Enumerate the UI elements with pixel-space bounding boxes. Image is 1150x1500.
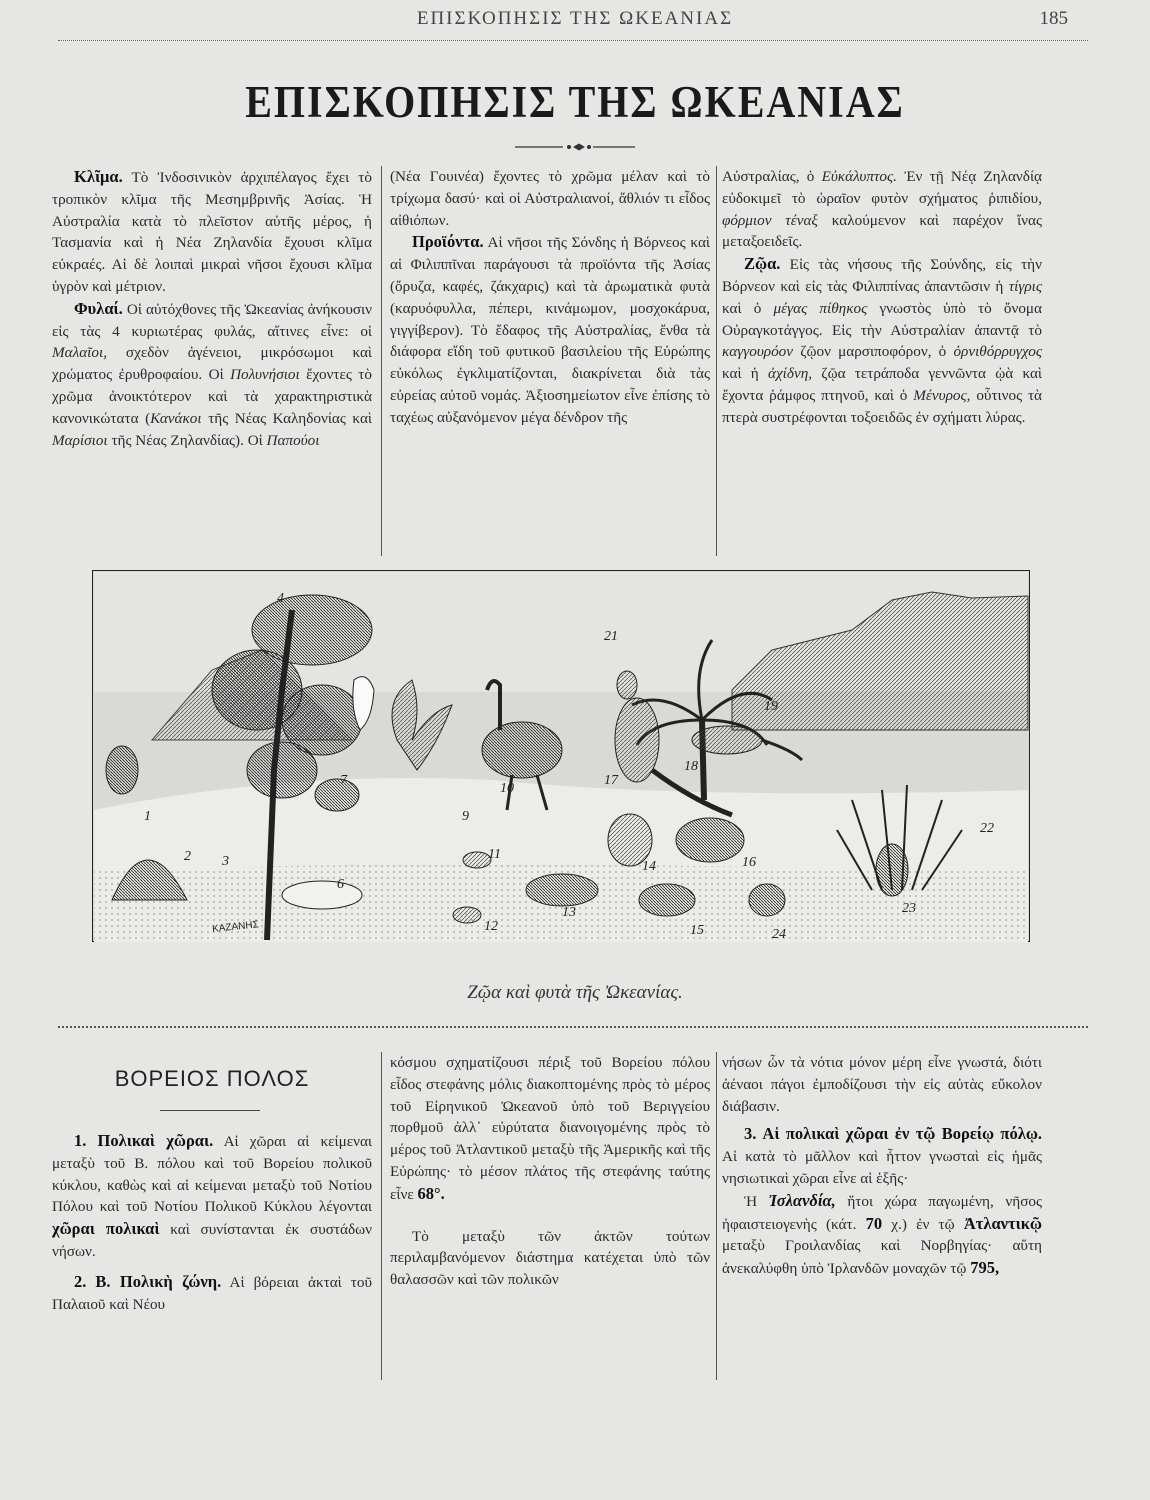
proionta-text: Αἱ νῆσοι τῆς Σόνδης ἡ Βόρνεος καὶ αἱ Φιλιππῖναι παράγουσι τὰ προϊόντα τῆς Ἀσίας (ὄρυζα, καφές, ζάκχαρις) καὶ τὰ ἀρωματικὰ φυτὰ (καρυόφυλλα, πέπερι, κινάμωμον, μοσχοκάρυα, γιγγίβερον). Τὸ ἔδαφος τῆς Αὐστραλίας, ἔνθα τὰ διάφορα εἴδη τοῦ φυτικοῦ βασιλείου τῆς Εὐρώπης εὐκόλως ἐγκλιματίζονται, διακρίνεται διὰ τὰς εὐρείας αὐτοῦ νομάς. Ἀξιοσημείωτον εἶνε ἐπίσης τὸ ταχέως αὐξανόμενον μέγα δένδρον τῆς bbox=[390, 234, 710, 426]
term-ornithorrygchos: ὀρνιθόρρυγχος bbox=[953, 343, 1043, 361]
heading-proionta: Προϊόντα. bbox=[412, 232, 484, 252]
heading-klima: Κλῖμα. bbox=[74, 167, 123, 186]
running-title: ΕΠΙΣΚΟΠΗΣΙΣ ΤΗΣ ΩΚΕΑΝΙΑΣ bbox=[416, 8, 734, 29]
zoa-text: οὗτινος τὰ πτερὰ συστρέφονται τοξοειδῶς ἐν σχήματι λύρας. bbox=[722, 386, 1043, 426]
papouoi-text: (Νέα Γουινέα) ἔχοντες τὸ χρῶμα μέλαν καὶ τὸ τρίχωμα δασύ· καὶ οἱ Αὐστραλιανοί, ἄθλιόν τι εἶδος αἰθιόπων. bbox=[390, 168, 710, 229]
article-column-2 bbox=[390, 166, 710, 429]
s3-text: Ἡ bbox=[744, 1192, 758, 1210]
figure-label: 21 bbox=[604, 629, 618, 644]
s2-text: Τὸ μεταξὺ τῶν ἀκτῶν τούτων περιλαμβανόμενον διάστημα κατέχεται ὑπὸ τῶν θαλασσῶν καὶ τῶν πολικῶν bbox=[390, 1227, 710, 1289]
heading-zoa: Ζῷα. bbox=[744, 254, 781, 274]
term-kanakoi: Κανάκοι bbox=[150, 409, 202, 427]
s3-text: χ.) ἐν τῷ bbox=[891, 1215, 955, 1233]
figure-label: 23 bbox=[902, 901, 916, 916]
figure-label: 4 bbox=[277, 591, 284, 606]
value-70: 70 bbox=[865, 1213, 883, 1233]
figure-label: 17 bbox=[604, 773, 618, 788]
section-title: ΒΟΡΕΙΟΣ ΠΟΛΟΣ bbox=[114, 1066, 310, 1091]
subsection-number: 1. bbox=[74, 1131, 87, 1150]
article-column-1 bbox=[52, 166, 372, 451]
subsection-number: 3. bbox=[744, 1124, 757, 1144]
figure-label: 19 bbox=[764, 699, 778, 714]
figure-label: 12 bbox=[484, 919, 498, 934]
s2-text: κόσμου σχηματίζουσι πέριξ τοῦ Βορείου πόλου εἶδος στεφάνης μόλις διακοπτομένης πρὸς τὸ μέρος τοῦ Εἰρηνικοῦ Ὠκεανοῦ ὑπὸ τοῦ Βεριγγείου πορθμοῦ ἀλλ᾽ εὐρύτατα διανοιγομένης πρὸς τὸ μέρος τοῦ Ἀτλαντικοῦ μεταξὺ τῆς Ἀμερικῆς καὶ τῆς Εὐρώπης· τὸ μέσον πλάτος τῆς στεφάνης ταύτης εἶνε bbox=[390, 1054, 710, 1203]
s3-text: νήσων ὧν τὰ νότια μόνον μέρη εἶνε γνωστά, διότι ἀέναοι πάγοι ἐμποδίζουσι τὴν εἰς αὐτὰς εὔκολον διάβασιν. bbox=[722, 1054, 1042, 1115]
figure-label: 15 bbox=[690, 923, 704, 938]
klima-text: Τὸ Ἰνδοσινικὸν ἀρχιπέλαγος ἔχει τὸ τροπικὸν κλῖμα τῆς Μεσημβρινῆς Ἀσίας. Ἡ Αὐστραλία κατὰ τὸ πλεῖστον αὐτῆς μέρος, ἡ Τασμανία καὶ ἡ Νέα Ζηλανδία ἔχουσι κλῖμα εὐκραές. Αἱ δὲ λοιπαὶ μικραὶ νῆσοι ἔχουσι κλῖμα ὑγρὸν καὶ μέτριον. bbox=[52, 169, 372, 295]
figure-caption: Ζῷα καὶ φυτὰ τῆς Ὠκεανίας. bbox=[467, 982, 683, 1003]
section-column-2 bbox=[390, 1052, 710, 1291]
page-number: 185 bbox=[1039, 8, 1068, 29]
col3-text: Ἐν τῇ Νέᾳ Ζηλανδίᾳ εὐδοκιμεῖ τὸ ὡραῖον φυτὸν σχήματος ῥιπιδίου, bbox=[722, 168, 1043, 207]
term-malaioi: Μαλαῖοι, bbox=[52, 344, 108, 362]
term-formion: φόρμιον τέναξ bbox=[722, 211, 818, 229]
section-rule bbox=[58, 1026, 1088, 1028]
figure-label: 9 bbox=[462, 809, 469, 824]
figure-label: 7 bbox=[340, 773, 347, 788]
subsection-number: 2. bbox=[74, 1271, 87, 1291]
s3-text: ἥτοι χώρα παγωμένη, νῆσος ἡφαιστειογενὴς (κάτ. bbox=[722, 1192, 1042, 1233]
oceania-fauna-flora-engraving bbox=[92, 570, 1030, 942]
section-column-1 bbox=[52, 1130, 372, 1315]
zoa-text: καὶ ὁ bbox=[722, 299, 762, 317]
fylai-text: Οἱ αὐτόχθονες τῆς Ὠκεανίας ἀνήκουσιν εἰς τὰς 4 κυριωτέρας φυλάς, αἵτινες εἶνε: οἱ bbox=[52, 300, 372, 340]
title-ornament bbox=[515, 142, 635, 152]
header-rule bbox=[58, 40, 1088, 41]
term-achidni: ἀχίδνη, bbox=[768, 365, 813, 383]
column-rule bbox=[716, 166, 717, 556]
zoa-text: καὶ ἡ bbox=[722, 365, 759, 383]
column-rule bbox=[716, 1052, 717, 1380]
article-column-3 bbox=[722, 166, 1042, 429]
term-polynisioi: Πολυνήσιοι bbox=[230, 366, 300, 384]
fylai-text: τῆς Νέας Ζηλανδίας). Οἱ bbox=[111, 431, 263, 449]
figure-label: 2 bbox=[184, 849, 191, 864]
s1-text: καὶ συνίστανται ἐκ συστάδων νήσων. bbox=[52, 1221, 372, 1260]
term-papouoi: Παπούοι bbox=[266, 431, 320, 449]
heading-polikai-chorai-voreio: Αἱ πολικαὶ χῶραι ἐν τῷ Βορείῳ πόλῳ. bbox=[762, 1124, 1043, 1144]
column-rule bbox=[381, 166, 382, 556]
zoa-text: γνωστὸς ὑπὸ τὸ ὄνομα Οὐραγκοτάγγος. Εἰς τὴν Αὐστραλίαν ἀπαντᾷ τὸ bbox=[722, 299, 1043, 339]
section-column-3 bbox=[722, 1052, 1042, 1280]
term-islandia: Ἰσλανδία, bbox=[768, 1190, 836, 1210]
engraver-signature: ΚΑΖΑΝΗΣ bbox=[211, 919, 260, 936]
term-chorai-polikai: χῶραι πολικαὶ bbox=[52, 1219, 160, 1239]
figure-label: 10 bbox=[500, 781, 514, 796]
term-tigris: τίγρις bbox=[1008, 277, 1043, 295]
fylai-text: ἔχοντες τὸ χρῶμα ἀνοικτότερον καὶ τὰ χαρακτηριστικὰ κανονικώτατα ( bbox=[52, 366, 373, 427]
fylai-text: τῆς Νέας Καληδονίας καὶ bbox=[208, 409, 372, 427]
s3-text: μεταξὺ Γροιλανδίας καὶ Νορβηγίας· αὕτη ἀνεκαλύφθη ὑπὸ Ἰρλανδῶν μοναχῶν τῷ bbox=[722, 1237, 1042, 1278]
figure-label: 3 bbox=[222, 854, 229, 869]
figure-label: 13 bbox=[562, 905, 576, 920]
figure-label: 16 bbox=[742, 855, 756, 870]
term-megas-pithikos: μέγας πίθηκος bbox=[773, 299, 868, 317]
s3-text: Αἱ κατὰ τὸ μᾶλλον καὶ ἧττον γνωσταὶ εἰς ἡμᾶς νησιωτικαὶ χῶραι εἶνε αἱ ἑξῆς· bbox=[722, 1148, 1042, 1187]
running-head bbox=[0, 8, 1150, 32]
section-title-rule bbox=[160, 1110, 260, 1111]
term-eukalyptos: Εὐκάλυπτος. bbox=[821, 168, 897, 185]
figure-label: 18 bbox=[684, 759, 698, 774]
term-maorisioi: Μαρίσιοι bbox=[52, 431, 108, 449]
term-menyros: Μένυρος, bbox=[913, 386, 971, 404]
value-68-degrees: 68°. bbox=[417, 1183, 445, 1203]
figure-label: 14 bbox=[642, 859, 656, 874]
col3-text: Αὐστραλίας, ὁ bbox=[722, 168, 815, 185]
fylai-text: σχεδὸν ἀγένειοι, μικρόσωμοι καὶ χρώματος ἐρυθροφαίου. Οἱ bbox=[52, 344, 373, 384]
zoa-text: ζῷα τετράποδα γεννῶντα ᾠὰ καὶ ἔχοντα ῥάμφος πτηνοῦ, καὶ ὁ bbox=[722, 365, 1043, 404]
figure-label: 6 bbox=[337, 877, 344, 892]
heading-poliki-zoni: Β. Πολικὴ ζώνη. bbox=[95, 1271, 222, 1291]
col3-text: καλούμενον καὶ παρέχον ἴνας μεταξοειδεῖς. bbox=[722, 211, 1042, 251]
heading-polikai-chorai: Πολικαὶ χῶραι. bbox=[97, 1131, 214, 1150]
zoa-text: Εἰς τὰς νήσους τῆς Σούνδης, εἰς τὴν Βόρνεον καὶ εἰς τὰς Φιλιππίνας ἀπαντῶσιν ἡ bbox=[722, 256, 1042, 295]
figure-label: 1 bbox=[144, 809, 151, 824]
value-795: 795, bbox=[970, 1258, 1000, 1278]
figure-label: 11 bbox=[488, 847, 501, 862]
term-kangouroon: καγγουρόον bbox=[722, 343, 794, 361]
s2-text: Αἱ βόρειαι ἀκταὶ τοῦ Παλαιοῦ καὶ Νέου bbox=[52, 1273, 373, 1313]
term-atlantiko: Ἀτλαντικῷ bbox=[963, 1213, 1042, 1233]
s1-text: Αἱ χῶραι αἱ κείμεναι μεταξὺ τοῦ Β. πόλου καὶ τοῦ Βορείου πολικοῦ κύκλου, καθὼς καὶ αἱ κείμεναι μεταξὺ τοῦ Νοτίου Πόλου καὶ τοῦ Νοτίου Πολικοῦ Κύκλου λέγονται bbox=[52, 1133, 372, 1216]
zoa-text: ζῷον μαρσιποφόρον, ὁ bbox=[800, 343, 947, 361]
column-rule bbox=[381, 1052, 382, 1380]
figure-label: 24 bbox=[772, 927, 786, 942]
figure-label: 22 bbox=[980, 821, 994, 836]
heading-fylai: Φυλαί. bbox=[74, 298, 123, 318]
article-title: ΕΠΙΣΚΟΠΗΣΙΣ ΤΗΣ ΩΚΕΑΝΙΑΣ bbox=[245, 75, 905, 128]
